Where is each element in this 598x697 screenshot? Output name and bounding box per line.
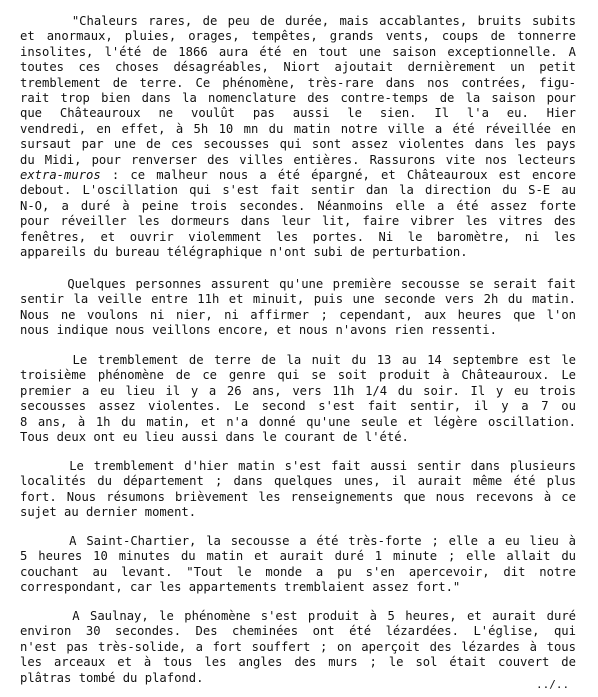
- text-line: nous indique nous veillons encore, et nous n'avons rien ressenti.: [20, 323, 497, 338]
- paragraph-5: [20, 534, 576, 596]
- text-line: Le tremblement d'hier matin s'est fait aussi sentir dans plusieurs: [20, 459, 576, 473]
- text-line: "Chaleurs rares, de peu de durée, mais accablantes, bruits subits: [20, 14, 576, 28]
- text-line: fort. Nous résumons brièvement les renseignements que nous recevons à ce: [20, 489, 576, 504]
- text-line: Tous deux ont eu lieu aussi dans le courant de l'été.: [20, 430, 409, 445]
- text-line: rait trop bien dans la nomenclature des contre-temps de la saison pour: [20, 91, 576, 106]
- text-line: secousses assez violentes. Le second s'est fait sentir, il y a 7 ou: [20, 399, 576, 414]
- text-line: sursaut par une de ces secousses qui sont assez violentes dans les pays: [20, 137, 576, 152]
- text-line: A Saulnay, le phénomène s'est produit à 5 heures, et aurait duré: [20, 609, 576, 623]
- text-line: les arceaux et à tous les angles des murs ; le sol était couvert de: [20, 655, 576, 670]
- text-line: toutes ces choses désagréables, Niort ajoutait dernièrement un petit: [20, 60, 576, 75]
- text-line: 8 ans, à 1h du matin, et n'a donné qu'une seule et légère oscillation.: [20, 414, 576, 429]
- text-line: sujet au dernier moment.: [20, 505, 197, 520]
- text-line: troisième phénomène de ce genre qui se soit produit à Châteauroux. Le: [20, 368, 576, 383]
- paragraph-2: [20, 277, 576, 339]
- text-line: Nous ne voulons ni nier, ni affirmer ; cependant, aux heures que l'on: [20, 307, 576, 322]
- text-line: 5 heures 10 minutes du matin et aurait duré 1 minute ; elle allait du: [20, 549, 576, 564]
- text-line: extra-muros : ce malheur nous a été épargné, et Châteauroux est encore: [20, 168, 576, 183]
- text-line: couchant au levant. "Tout le monde a pu s'en apercevoir, dit notre: [20, 564, 576, 579]
- paragraph-3: [20, 353, 576, 445]
- italic-term: extra-muros: [20, 168, 101, 183]
- text-line: appareils du bureau télégraphique n'ont subi de perturbation.: [20, 245, 468, 260]
- paragraph-1: [20, 14, 576, 261]
- text-line: Quelques personnes assurent qu'une première secousse se serait fait: [20, 277, 576, 291]
- text-line: sentir la veille entre 11h et minuit, puis une seconde vers 2h du matin.: [20, 292, 576, 307]
- text-line: vendredi, en effet, à 5h 10 mn du matin notre ville a été réveillée en: [20, 121, 576, 136]
- text-line: fenêtres, et ouvrir violemment les portes. Ni le baromètre, ni les: [20, 229, 576, 244]
- text-line: environ 30 secondes. Des cheminées ont été lézardées. L'église, qui: [20, 624, 576, 639]
- text-line: insolites, l'été de 1866 aura été en tout une saison exceptionnelle. A: [20, 44, 576, 59]
- paragraph-4: [20, 459, 576, 521]
- text-line: n'est pas très-solide, a fort souffert ; on aperçoit des lézardes à tous: [20, 639, 576, 654]
- text-line: du Midi, pour renverser des villes entières. Rassurons vite nos lecteurs: [20, 152, 576, 167]
- text-line: que Châteauroux ne voulût pas aussi le sien. Il l'a eu. Hier: [20, 106, 576, 121]
- text-line: A Saint-Chartier, la secousse a été très-forte ; elle a eu lieu à: [20, 534, 576, 548]
- text-line: tremblement de terre. Ce phénomène, très-rare dans nos contrées, figu-: [20, 75, 576, 90]
- text-line: plâtras tombé du plafond.: [20, 670, 204, 685]
- text-line: N-O, a duré à peine trois secondes. Néanmoins elle a été assez forte: [20, 198, 576, 213]
- text-line: localités du département ; dans quelques unes, il aurait même été plus: [20, 474, 576, 489]
- continuation-mark: ../..: [536, 678, 570, 691]
- text-line: correspondant, car les appartements tremblaient assez fort.": [20, 580, 461, 595]
- text-line: et anormaux, pluies, orages, tempêtes, grands vents, coups de tonnerre: [20, 29, 576, 44]
- text-line: Le tremblement de terre de la nuit du 13 au 14 septembre est le: [20, 353, 576, 367]
- text-line: pour réveiller les dormeurs dans leur lit, faire vibrer les vitres des: [20, 214, 576, 229]
- text-line: premier a eu lieu il y a 26 ans, vers 11h 1/4 du soir. Il y eu trois: [20, 383, 576, 398]
- text-line: debout. L'oscillation qui s'est fait sentir dan la direction du S-E au: [20, 183, 576, 198]
- paragraph-6: [20, 609, 576, 686]
